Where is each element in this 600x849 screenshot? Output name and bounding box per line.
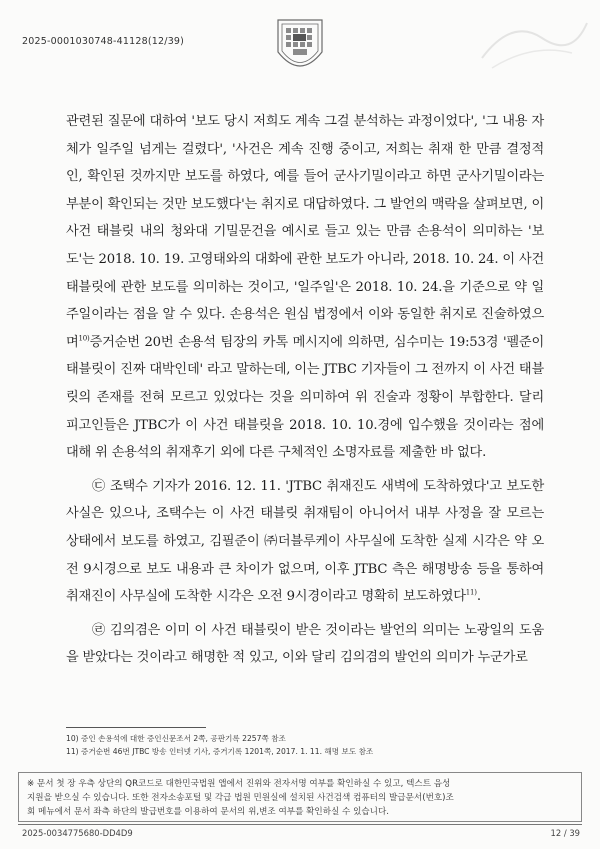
paragraph-end: .	[476, 589, 481, 605]
page-number: 12 / 39	[550, 828, 580, 838]
footnote-ref: 11)	[465, 588, 477, 597]
paragraph-text: ㉢ 조택수 기자가 2016. 12. 11. 'JTBC 취재진도 새벽에 도착하였다'고 보도한 사실은 있으나, 조택수는 이 사건 태블릿 취재팀이 아니어서 내부 사정을 잘 모르는 상태에서 보도를 하였고, 김필준이 ㈜더블루케이 사무실에 도착한 실제 시각은 약 오전 9시경으로 보도 내용과 큰 차이가 없으며, 이후 JTBC 측은 해명방송 등을 통하여 취재진이 사무실에 도착한 시각은 오전 9시경이라고 명확히 보도하였다	[66, 478, 544, 605]
notice-line: 지원을 받으실 수 있습니다. 또한 전자소송포털 및 각급 법원 민원실에 설치된 사건검색 컴퓨터의 발급문서(번호)조	[27, 793, 454, 803]
document-id-header: 2025-0001030748-41128(12/39)	[22, 36, 185, 47]
paragraph-continuation: 증거순번 20번 손용석 팀장의 카톡 메시지에 의하면, 심수미는 19:53경 '펠준이 태블릿이 진짜 대박인데' 라고 말하는데, 이는 JTBC 기자들이 그 전까지 이 사건 태블릿의 존재를 전혀 모르고 있었다는 것을 의미하여 위 진술과 정황이 부합한다. 달리 피고인들은 JTBC가 이 사건 태블릿을 2018. 10. 10.경에 입수했을 것이라는 점에 대해 위 손용석의 취재후기 외에 다른 구체적인 소명자료를 제출한 바 없다.	[66, 334, 544, 461]
notice-line: 회 메뉴에서 문서 좌측 하단의 발급번호를 이용하여 문서의 위,변조 여부를 확인하실 수 있습니다.	[27, 807, 390, 817]
paragraph-text: 관련된 질문에 대하여 '보도 당시 저희도 계속 그걸 분석하는 과정이었다', '그 내용 자체가 일주일 넘게는 걸렸다', '사건은 계속 진행 중이고, 저희는 취재 한 만큼 결정적인, 확인된 것까지만 보도를 하였다, 예를 들어 군사기밀이라고 하면 군사기밀이라는 부분이 확인되는 것만 보도했다'는 취지로 대답하였다. 그 발언의 맥락을 살펴보면, 이 사건 태블릿 내의 청와대 기밀문건을 예시로 들고 있는 만큼 손용석이 의미하는 '보도'는 2018. 10. 19. 고영태와의 대화에 관한 보도가 아니라, 2018. 10. 24. 이 사건 태블릿에 관한 보도를 의미하는 것이고, '일주일'은 2018. 10. 24.을 기준으로 약 일주일이라는 점을 알 수 있다. 손용석은 원심 법정에서 이와 동일한 취지로 진술하였으며	[66, 114, 545, 350]
footnote-divider	[66, 727, 206, 728]
paragraph: ㉣ 김의겸은 이미 이 사건 태블릿이 받은 것이라는 발언의 의미는 노광일의 도움을 받았다는 것이라고 해명한 적 있고, 이와 달리 김의겸의 발언의 의미가 누군가로	[66, 622, 544, 666]
issue-number: 2025-0034775680-DD4D9	[22, 828, 133, 838]
faded-stamp-mark	[472, 8, 592, 78]
paragraph	[66, 473, 544, 611]
footer-divider	[18, 824, 582, 825]
body-text	[66, 108, 544, 672]
verification-notice	[18, 772, 582, 822]
notice-line: ※ 문서 첫 장 우측 상단의 QR코드로 대한민국법원 앱에서 진위와 전자서명 여부를 확인하실 수 있고, 텍스트 음성	[27, 779, 451, 789]
paragraph	[66, 108, 544, 467]
footnote-item: 10) 증인 손용석에 대한 증인신문조서 2쪽, 공판기록 2257쪽 참조	[66, 734, 286, 743]
footnotes	[66, 732, 546, 758]
court-seal-icon	[272, 12, 328, 82]
footnote-item: 11) 증거순번 46번 JTBC 방송 인터넷 기사, 증거기록 1201쪽, 2017. 1. 11. 해명 보도 참조	[66, 747, 374, 756]
footnote-ref: 10)	[78, 334, 90, 343]
